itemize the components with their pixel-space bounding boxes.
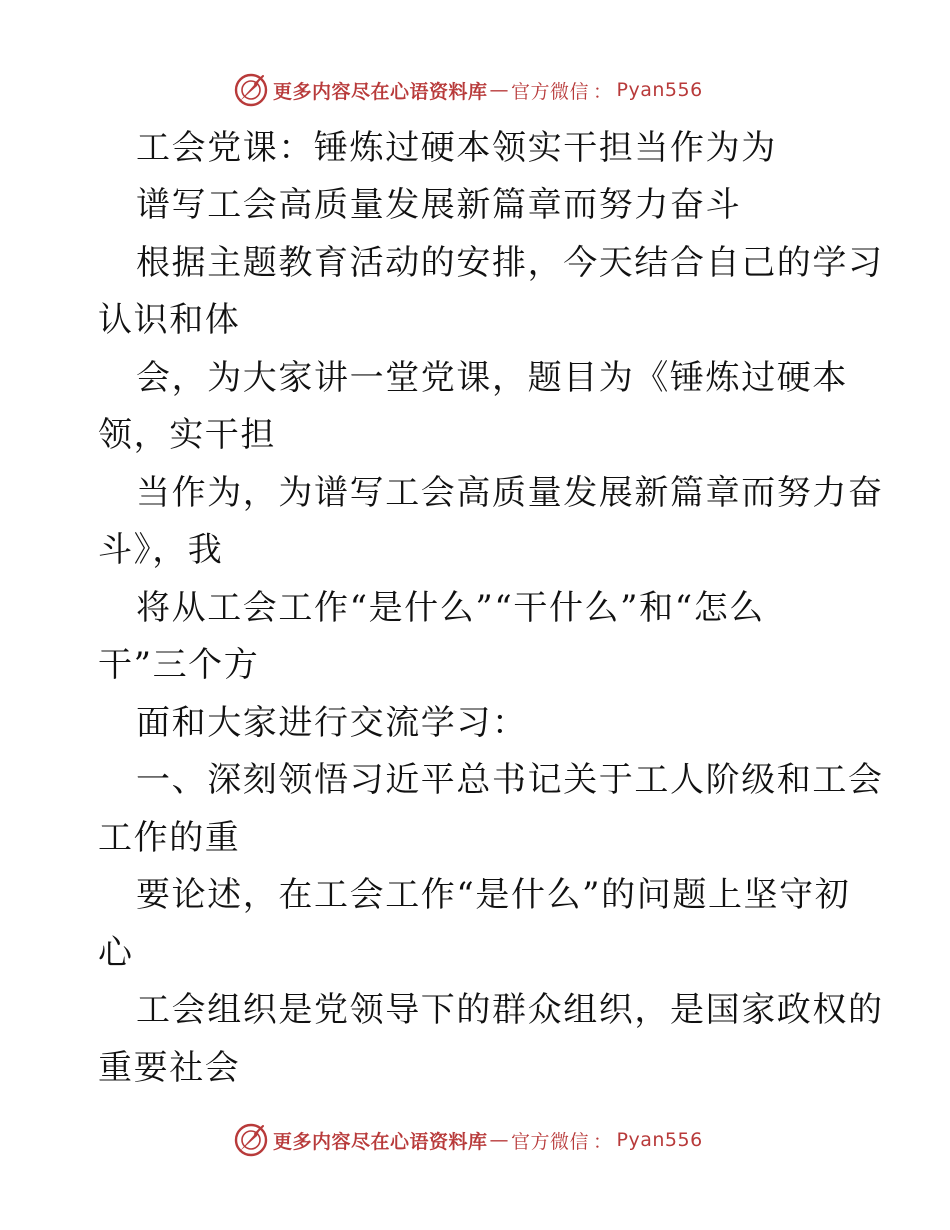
paragraph-line: 根据主题教育活动的安排，今天结合自己的学习 [136,243,884,283]
banner-main-text: 更多内容尽在心语资料库 [273,1130,488,1153]
banner-separator: ： [593,1130,613,1153]
banner-wechat-label: 官方微信 [511,80,590,103]
paragraph-line: 认识和体 [98,300,241,340]
paragraph-line: 干”三个方 [98,645,260,685]
section-heading-line: 心 [98,933,134,973]
section-heading-line: 工作的重 [98,818,241,858]
paragraph-line: 斗》，我 [98,530,224,570]
paragraph-line: 会，为大家讲一堂党课，题目为《锤炼过硬本 [136,358,848,398]
section-heading-line: 要论述，在工会工作“是什么”的问题上坚守初 [136,875,851,915]
paragraph-line: 面和大家进行交流学习： [136,703,528,743]
paragraph-line: 当作为，为谱写工会高质量发展新篇章而努力奋 [136,473,884,513]
banner-dash: — [489,1129,510,1151]
paragraph-line: 工会组织是党领导下的群众组织，是国家政权的 [136,990,884,1030]
paragraph-line: 领，实干担 [98,415,276,455]
banner-wechat-label: 官方微信 [511,1130,590,1153]
paragraph-line: 重要社会 [98,1048,241,1088]
paragraph-line: 将从工会工作“是什么”“干什么”和“怎么 [136,588,765,628]
banner-main-text: 更多内容尽在心语资料库 [273,80,488,103]
banner-dash: — [489,79,510,101]
section-heading-line: 一、深刻领悟习近平总书记关于工人阶级和工会 [136,760,884,800]
banner-wechat-handle: Pyan556 [616,79,703,101]
library-logo-icon [233,1122,269,1158]
banner-wechat-handle: Pyan556 [616,1129,703,1151]
doc-title-line-1: 工会党课：锤炼过硬本领实干担当作为为 [136,128,777,168]
footer-banner [233,1121,703,1159]
banner-separator: ： [593,80,613,103]
doc-title-line-2: 谱写工会高质量发展新篇章而努力奋斗 [136,185,742,225]
